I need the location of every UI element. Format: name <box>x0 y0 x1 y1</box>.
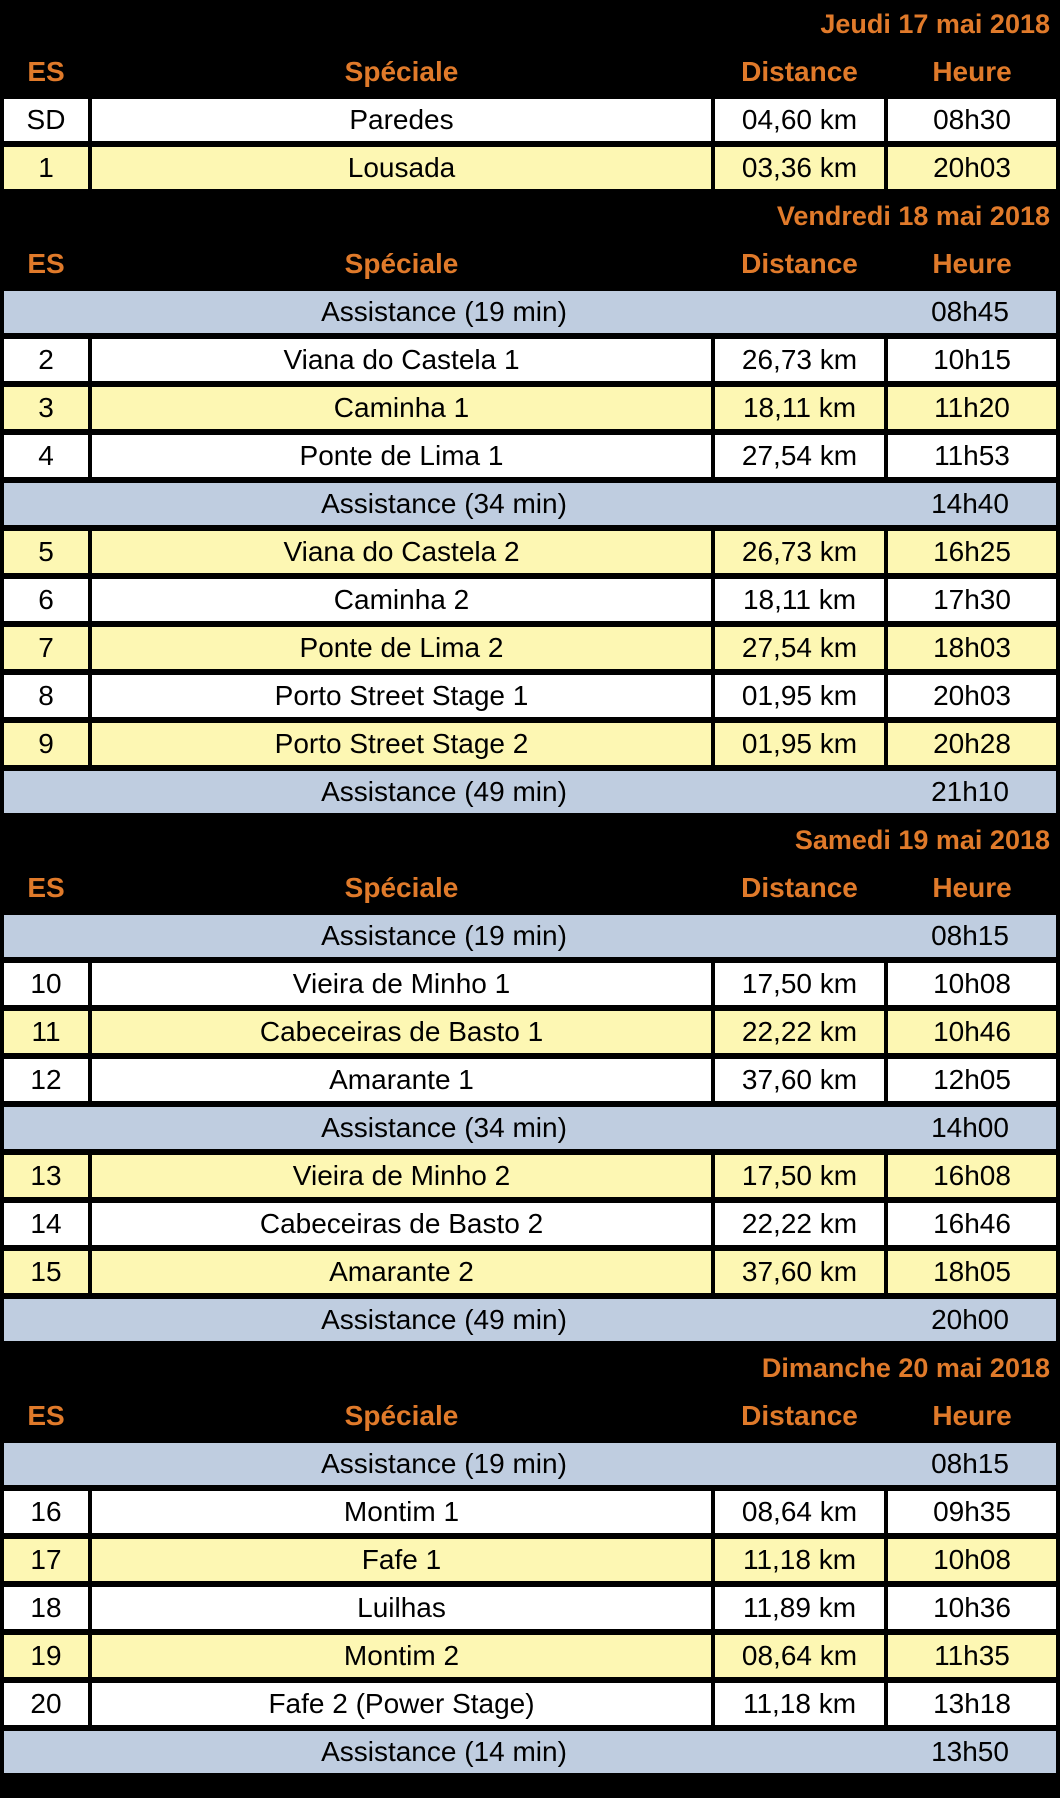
assistance-time: 13h50 <box>884 1731 1056 1773</box>
stage-name: Viana do Castela 1 <box>92 339 711 381</box>
column-header-heure: Heure <box>932 248 1012 279</box>
column-header-speciale: Spéciale <box>344 1400 459 1431</box>
stage-time: 11h53 <box>888 435 1056 477</box>
stage-name: Porto Street Stage 1 <box>92 675 711 717</box>
column-header-heure: Heure <box>932 872 1012 903</box>
stage-time: 12h05 <box>888 1059 1056 1101</box>
assistance-label: Assistance (19 min) <box>4 1443 884 1485</box>
stage-name: Ponte de Lima 1 <box>92 435 711 477</box>
column-header-es: ES <box>27 56 65 87</box>
stage-distance: 22,22 km <box>715 1011 884 1053</box>
stage-name: Lousada <box>92 147 711 189</box>
stage-name: Amarante 2 <box>92 1251 711 1293</box>
stage-distance: 08,64 km <box>715 1635 884 1677</box>
stage-name: Vieira de Minho 1 <box>92 963 711 1005</box>
stage-number: 18 <box>4 1587 88 1629</box>
stage-distance: 27,54 km <box>715 627 884 669</box>
assistance-time: 08h15 <box>884 1443 1056 1485</box>
stage-time: 13h18 <box>888 1683 1056 1725</box>
stage-time: 17h30 <box>888 579 1056 621</box>
stage-number: 17 <box>4 1539 88 1581</box>
stage-number: 10 <box>4 963 88 1005</box>
stage-number: 20 <box>4 1683 88 1725</box>
stage-number: 3 <box>4 387 88 429</box>
stage-time: 10h08 <box>888 1539 1056 1581</box>
stage-time: 16h08 <box>888 1155 1056 1197</box>
day-title: Jeudi 17 mai 2018 <box>820 9 1050 39</box>
stage-time: 11h20 <box>888 387 1056 429</box>
stage-number: 12 <box>4 1059 88 1101</box>
stage-distance: 37,60 km <box>715 1251 884 1293</box>
stage-time: 10h36 <box>888 1587 1056 1629</box>
stage-name: Caminha 2 <box>92 579 711 621</box>
stage-number: 7 <box>4 627 88 669</box>
assistance-label: Assistance (19 min) <box>4 915 884 957</box>
stage-name: Fafe 2 (Power Stage) <box>92 1683 711 1725</box>
stage-number: 16 <box>4 1491 88 1533</box>
assistance-time: 20h00 <box>884 1299 1056 1341</box>
stage-number: 8 <box>4 675 88 717</box>
stage-time: 18h03 <box>888 627 1056 669</box>
column-header-distance: Distance <box>741 248 858 279</box>
column-header-speciale: Spéciale <box>344 56 459 87</box>
stage-name: Caminha 1 <box>92 387 711 429</box>
stage-name: Vieira de Minho 2 <box>92 1155 711 1197</box>
stage-distance: 01,95 km <box>715 675 884 717</box>
stage-name: Viana do Castela 2 <box>92 531 711 573</box>
stage-number: 2 <box>4 339 88 381</box>
stage-distance: 17,50 km <box>715 1155 884 1197</box>
stage-number: 9 <box>4 723 88 765</box>
stage-time: 20h28 <box>888 723 1056 765</box>
assistance-label: Assistance (34 min) <box>4 483 884 525</box>
stage-distance: 11,18 km <box>715 1539 884 1581</box>
assistance-time: 14h40 <box>884 483 1056 525</box>
column-header-es: ES <box>27 872 65 903</box>
stage-name: Montim 1 <box>92 1491 711 1533</box>
stage-distance: 03,36 km <box>715 147 884 189</box>
column-header-distance: Distance <box>741 56 858 87</box>
column-header-heure: Heure <box>932 1400 1012 1431</box>
stage-time: 10h46 <box>888 1011 1056 1053</box>
assistance-label: Assistance (34 min) <box>4 1107 884 1149</box>
stage-name: Porto Street Stage 2 <box>92 723 711 765</box>
stage-distance: 37,60 km <box>715 1059 884 1101</box>
stage-distance: 17,50 km <box>715 963 884 1005</box>
column-header-es: ES <box>27 248 65 279</box>
stage-name: Montim 2 <box>92 1635 711 1677</box>
stage-time: 16h25 <box>888 531 1056 573</box>
day-title: Samedi 19 mai 2018 <box>794 825 1050 855</box>
stage-number: 11 <box>4 1011 88 1053</box>
stage-time: 18h05 <box>888 1251 1056 1293</box>
stage-distance: 11,18 km <box>715 1683 884 1725</box>
assistance-time: 21h10 <box>884 771 1056 813</box>
assistance-label: Assistance (19 min) <box>4 291 884 333</box>
stage-name: Paredes <box>92 99 711 141</box>
stage-number: 15 <box>4 1251 88 1293</box>
assistance-time: 14h00 <box>884 1107 1056 1149</box>
column-header-es: ES <box>27 1400 65 1431</box>
stage-time: 20h03 <box>888 147 1056 189</box>
assistance-label: Assistance (49 min) <box>4 1299 884 1341</box>
stage-number: 13 <box>4 1155 88 1197</box>
stage-number: 14 <box>4 1203 88 1245</box>
stage-number: 1 <box>4 147 88 189</box>
assistance-label: Assistance (14 min) <box>4 1731 884 1773</box>
assistance-time: 08h15 <box>884 915 1056 957</box>
stage-distance: 08,64 km <box>715 1491 884 1533</box>
assistance-label: Assistance (49 min) <box>4 771 884 813</box>
stage-time: 10h08 <box>888 963 1056 1005</box>
stage-distance: 04,60 km <box>715 99 884 141</box>
stage-number: 5 <box>4 531 88 573</box>
column-header-speciale: Spéciale <box>344 872 459 903</box>
stage-number: 4 <box>4 435 88 477</box>
stage-number: SD <box>4 99 88 141</box>
stage-time: 16h46 <box>888 1203 1056 1245</box>
assistance-time: 08h45 <box>884 291 1056 333</box>
stage-distance: 01,95 km <box>715 723 884 765</box>
stage-time: 11h35 <box>888 1635 1056 1677</box>
stage-distance: 18,11 km <box>715 579 884 621</box>
stage-time: 08h30 <box>888 99 1056 141</box>
stage-number: 6 <box>4 579 88 621</box>
stage-name: Fafe 1 <box>92 1539 711 1581</box>
stage-distance: 18,11 km <box>715 387 884 429</box>
stage-name: Luilhas <box>92 1587 711 1629</box>
stage-distance: 26,73 km <box>715 339 884 381</box>
day-title: Vendredi 18 mai 2018 <box>776 201 1050 231</box>
stage-distance: 22,22 km <box>715 1203 884 1245</box>
stage-name: Ponte de Lima 2 <box>92 627 711 669</box>
stage-number: 19 <box>4 1635 88 1677</box>
stage-time: 09h35 <box>888 1491 1056 1533</box>
column-header-distance: Distance <box>741 872 858 903</box>
column-header-heure: Heure <box>932 56 1012 87</box>
stage-name: Cabeceiras de Basto 2 <box>92 1203 711 1245</box>
stage-distance: 27,54 km <box>715 435 884 477</box>
day-title: Dimanche 20 mai 2018 <box>761 1353 1050 1383</box>
stage-distance: 26,73 km <box>715 531 884 573</box>
stage-time: 20h03 <box>888 675 1056 717</box>
column-header-speciale: Spéciale <box>344 248 459 279</box>
stage-name: Amarante 1 <box>92 1059 711 1101</box>
stage-name: Cabeceiras de Basto 1 <box>92 1011 711 1053</box>
stage-distance: 11,89 km <box>715 1587 884 1629</box>
column-header-distance: Distance <box>741 1400 858 1431</box>
stage-time: 10h15 <box>888 339 1056 381</box>
